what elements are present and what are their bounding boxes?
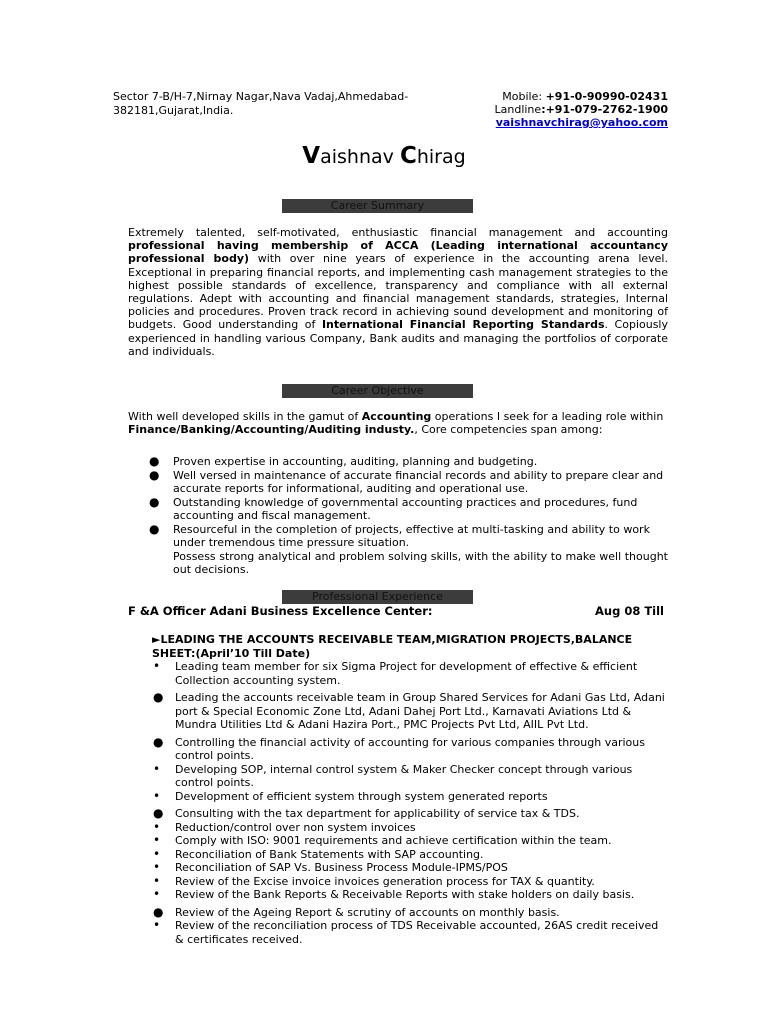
list-item: ● Consulting with the tax department for applicability of service tax & TDS. [153,806,580,820]
email-link[interactable]: vaishnavchirag@yahoo.com [495,116,668,129]
bullet-icon: • [153,873,161,888]
list-item: • Reconciliation of Bank Statements with SAP accounting. [153,846,484,861]
list-item: • Development of efficient system through system generated reports [153,788,548,803]
professional-experience-heading: Professional Experience [282,590,473,604]
bullet-icon: ● [153,806,164,820]
bullet-icon: • [153,788,161,803]
candidate-name: Vaishnav Chirag [302,143,466,169]
list-item: ● Review of the Ageing Report & scrutiny of accounts on monthly basis. [153,904,560,919]
bullet-icon: ● [153,904,164,919]
list-item: ● Resourceful in the completion of projects, effective at multi-tasking and ability to work under tremendous time pressure situation. [149,521,650,549]
bullet-icon: • [153,918,161,932]
bullet-icon: • [153,833,161,847]
list-item: • Review of the reconciliation process of TDS Receivable accounted, 26AS credit received & certificates received. [153,918,659,946]
landline-number: :+91-079-2762-1900 [541,103,668,116]
experience-bullet-list [128,660,668,946]
career-summary-heading: Career Summary [282,199,473,213]
career-objective-text: With well developed skills in the gamut of Accounting operations I seek for a leading role within Finance/Banking/Accounting/Auditing industy., Core competencies span among: [128,410,664,437]
job-date: Aug 08 Till [595,604,664,618]
address-line-1: Sector 7-B/H-7,Nirnay Nagar,Nava Vadaj,Ahmedabad- [113,90,409,103]
mobile-number: +91-0-90990-02431 [545,90,668,103]
list-item: ● Leading the accounts receivable team in Group Shared Services for Adani Gas Ltd, Adani port & Special Economic Zone Ltd, Adani Dahej Port Ltd., Karnavati Aviations Ltd & Mundra Utilities Ltd & Adani Hazira Port., PMC Projects Pvt Ltd, AIIL Pvt Ltd. [153,690,665,731]
career-objective-heading: Career Objective [282,384,473,398]
job-title-row [128,604,668,618]
role-subheading: ►LEADING THE ACCOUNTS RECEIVABLE TEAM,MIGRATION PROJECTS,BALANCE SHEET:(April’10 Till Date) [152,633,633,660]
list-item: • Reconciliation of SAP Vs. Business Process Module-IPMS/POS [153,860,508,874]
list-item: ● Outstanding knowledge of governmental accounting practices and procedures, fund accounting and fiscal management. [149,494,638,522]
list-item-continuation: Possess strong analytical and problem solving skills, with the ability to make well thought out decisions. [173,549,668,576]
list-item: • Developing SOP, internal control system & Maker Checker concept through various control points. [153,761,633,789]
bullet-icon: ● [149,467,160,482]
address [113,90,408,118]
list-item: • Review of the Excise invoice invoices generation process for TAX & quantity. [153,873,595,888]
job-title: F &A Officer Adani Business Excellence Center: [128,604,433,618]
contact-block [495,90,669,129]
bullet-icon: ● [153,690,164,704]
bullet-icon: • [153,846,161,861]
bullet-icon: ● [149,521,160,536]
list-item: ● Proven expertise in accounting, auditing, planning and budgeting. [149,454,538,468]
bullet-icon: ● [153,734,164,749]
bullet-icon: • [153,659,161,673]
list-item: • Review of the Bank Reports & Receivable Reports with stake holders on daily basis. [153,887,635,901]
address-line-2: 382181,Gujarat,India. [113,104,234,117]
list-item: • Comply with ISO: 9001 requirements and achieve certification within the team. [153,833,612,847]
bullet-icon: • [153,860,161,874]
bullet-icon: • [153,887,161,901]
landline-line: Landline:+91-079-2762-1900 [494,103,668,116]
list-item: ● Well versed in maintenance of accurate financial records and ability to prepare clear and accurate reports for informational, auditing and operational use. [149,467,664,495]
objective-bullet-list [128,455,668,577]
list-item: • Leading team member for six Sigma Project for development of effective & efficient Collection accounting system. [153,659,638,687]
career-summary-text: Extremely talented, self-motivated, enthusiastic financial management and accounting professional having membership of ACCA (Leading international accountancy professional body) with over nine years of experience in the accounting arena level. Exceptional in preparing financial reports, and implementing cash management strategies to the highest possible standards of excellence, transparency and compliance with all external regulations. Adept with accounting and financial management standards, strategies, Internal policies and procedures. Proven track record in achieving sound development and monitoring of budgets. Good understanding of International Financial Reporting Standards. Copiously experienced in handling various Company, Bank audits and managing the portfolios of corporate and individuals. [128,226,668,358]
list-item: • Reduction/control over non system invoices [153,819,416,834]
bullet-icon: • [153,819,161,834]
mobile-line: Mobile: +91-0-90990-02431 [502,90,668,103]
bullet-icon: • [153,761,161,776]
bullet-icon: ● [149,494,160,509]
bullet-icon: ● [149,454,160,468]
list-item: ● Controlling the financial activity of accounting for various companies through various control points. [153,734,645,762]
